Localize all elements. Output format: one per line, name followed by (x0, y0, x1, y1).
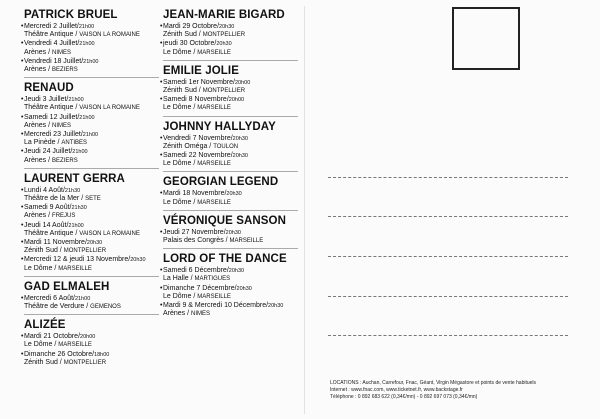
event-city: MARSEILLE (197, 105, 231, 112)
event-date: Jeudi 27 Novembre (163, 228, 224, 236)
section-separator (24, 276, 159, 277)
event-city: MARSEILLE (58, 342, 92, 349)
event-time: 20h30 (228, 268, 245, 275)
section-separator (24, 77, 159, 78)
artist-block (160, 9, 298, 57)
event-venue: Le Dôme (163, 198, 192, 206)
event-item (21, 23, 159, 39)
section-separator (163, 248, 298, 249)
bullet-icon: • (21, 131, 24, 139)
event-city: MONTPELLIER (63, 359, 107, 366)
event-venue-line: Théâtre de la Mer / SETE (24, 195, 101, 203)
event-date-line: Mercredi 23 Juillet/21h00 (24, 131, 99, 139)
event-city: TOULON (213, 143, 239, 150)
event-date: Mardi 9 & Mercredi 10 Décembre (163, 302, 267, 310)
event-date: Lundi 4 Août (24, 186, 63, 194)
event-date-line: Jeudi 14 Août/21h00 (24, 221, 84, 229)
event-date-line: Samedi 8 Novembre/20h00 (163, 96, 245, 104)
event-item (160, 190, 298, 206)
event-date: Samedi 1er Novembre (163, 78, 234, 86)
section-separator (163, 116, 298, 117)
event-time: 21h00 (68, 97, 84, 104)
footer-internet: Internet : www.fnac.com, www.ticketnet.fr, www.backstage.fr (330, 387, 463, 393)
event-time: 21h00 (79, 41, 95, 48)
event-venue: Zénith Sud (163, 31, 197, 39)
artist-name: JOHNNY HALLYDAY (163, 120, 276, 133)
event-time: 21h00 (79, 114, 95, 121)
artist-block (160, 120, 298, 169)
artist-block (160, 214, 298, 245)
event-city: MONTPELLIER (63, 248, 107, 255)
event-date: Jeudi 3 Juillet (24, 96, 67, 104)
artist-block (21, 280, 159, 311)
event-venue-line: La Pinède / ANTIBES (24, 139, 88, 147)
event-item (160, 23, 298, 39)
section-separator (163, 60, 298, 61)
event-venue-line: Le Dôme / MARSEILLE (163, 48, 231, 56)
event-venue-line: Le Dôme / MARSEILLE (163, 198, 231, 206)
bullet-icon: • (21, 186, 24, 194)
event-date-line: Mardi 18 Novembre/20h30 (163, 190, 242, 198)
artist-block (160, 176, 298, 206)
event-time: 20h30 (236, 285, 252, 292)
event-item (160, 228, 298, 245)
event-item (160, 78, 298, 95)
event-venue: Zénith Oméga (163, 142, 208, 150)
event-venue-line: Théâtre Antique / VAISON LA ROMAINE (24, 229, 140, 237)
event-date: Samedi 6 Décembre (163, 267, 227, 275)
event-date-line: Samedi 22 Novembre/20h30 (163, 152, 248, 160)
address-line (328, 335, 568, 336)
event-city: MONTPELLIER (202, 32, 246, 39)
event-date: Dimanche 26 Octobre (24, 350, 93, 358)
event-item (160, 152, 298, 168)
event-venue: Théâtre de Verdure (24, 303, 85, 311)
event-date-line: Mardi 29 Octobre/20h30 (163, 23, 235, 30)
bullet-icon: • (21, 294, 24, 302)
event-venue-line: Zénith Oméga / TOULON (163, 142, 239, 150)
event-time: 21h30 (64, 187, 81, 194)
event-city: NIMES (52, 122, 72, 129)
event-venue-line: Zénith Sud / MONTPELLIER (163, 31, 246, 39)
bullet-icon: • (160, 40, 163, 48)
bullet-icon: • (160, 23, 163, 30)
event-item (21, 186, 159, 203)
event-venue: La Halle (163, 275, 189, 283)
event-item (21, 294, 159, 311)
event-item (21, 57, 159, 74)
event-venue-line: Le Dôme / MARSEILLE (163, 104, 231, 112)
event-date: Samedi 22 Novembre (163, 152, 231, 160)
event-time: 18h00 (94, 351, 110, 358)
bullet-icon: • (160, 190, 163, 198)
event-date-line: Samedi 1er Novembre/20h00 (163, 78, 251, 86)
bullet-icon: • (160, 302, 163, 310)
event-venue-line: Palais des Congrès / MARSEILLE (163, 237, 264, 245)
bullet-icon: • (21, 221, 24, 229)
bullet-icon: • (160, 96, 163, 104)
event-venue: Zénith Sud (163, 87, 197, 95)
event-date: Mardi 11 Novembre (24, 239, 85, 247)
section-separator (24, 314, 159, 315)
bullet-icon: • (160, 284, 163, 292)
event-date-line: Dimanche 7 Décembre/20h30 (163, 284, 252, 292)
event-time: 21h00 (68, 222, 84, 229)
event-venue: Arènes (24, 212, 47, 220)
event-item (21, 333, 159, 349)
event-date: Vendredi 7 Novembre (163, 134, 231, 142)
section-separator (163, 171, 298, 172)
event-date-line: jeudi 30 Octobre/20h30 (163, 40, 232, 48)
event-time: 20h30 (268, 303, 284, 310)
bullet-icon: • (21, 40, 24, 48)
event-date: Samedi 8 Novembre (163, 96, 227, 104)
bullet-icon: • (21, 256, 24, 264)
event-date: Samedi 12 Juillet (24, 113, 78, 121)
bullet-icon: • (160, 152, 163, 160)
event-city: MARSEILLE (197, 199, 231, 206)
right-column (160, 9, 298, 321)
event-venue: Théâtre Antique (24, 104, 74, 112)
event-venue-line: Le Dôme / MARSEILLE (163, 160, 231, 168)
event-venue-line: Théâtre Antique / VAISON LA ROMAINE (24, 31, 140, 39)
event-venue-line: Arènes / NIMES (24, 48, 72, 56)
event-date-line: Lundi 4 Août/21h30 (24, 186, 81, 194)
bullet-icon: • (160, 267, 163, 275)
event-date-line: Mardi 21 Octobre/20h00 (24, 333, 96, 341)
address-line (328, 216, 568, 217)
event-city: BEZIERS (52, 157, 78, 164)
event-city: VAISON LA ROMAINE (79, 32, 140, 39)
event-city: GEMENOS (90, 304, 121, 311)
event-date-line: Mercredi 12 & jeudi 13 Novembre/20h30 (24, 256, 146, 264)
event-date-line: Dimanche 26 Octobre/18h00 (24, 350, 110, 358)
event-venue: Le Dôme (163, 160, 192, 168)
event-venue: La Pinède (24, 139, 56, 147)
section-separator (163, 210, 298, 211)
event-venue-line: Le Dôme / MARSEILLE (24, 341, 92, 349)
event-date-line: Mardi 11 Novembre/20h30 (24, 239, 103, 247)
event-venue-line: Le Dôme / MARSEILLE (24, 264, 92, 272)
artist-block (160, 253, 298, 318)
event-city: MARTIGUES (194, 276, 231, 283)
event-date-line: Vendredi 18 Juillet/21h00 (24, 57, 99, 65)
artist-block (21, 82, 159, 165)
event-city: MARSEILLE (197, 161, 231, 168)
event-venue-line: Zénith Sud / MONTPELLIER (163, 87, 246, 95)
event-date: Vendredi 4 Juillet (24, 40, 78, 48)
footer-locations: LOCATIONS : Auchan, Carrefour, Fnac, Géant, Virgin Mégastore et points de vente habituels (330, 380, 537, 386)
event-venue-line: Arènes / FREJUS (24, 212, 76, 220)
event-item (160, 96, 298, 112)
event-time: 20h00 (80, 334, 96, 341)
event-time: 20h30 (226, 191, 242, 198)
artist-name: PATRICK BRUEL (24, 9, 118, 21)
event-venue: Théâtre Antique (24, 229, 74, 237)
stamp-box (452, 7, 520, 70)
artist-name: RENAUD (24, 82, 74, 95)
event-city: VAISON LA ROMAINE (79, 105, 140, 112)
event-date: Dimanche 7 Décembre (163, 284, 235, 292)
event-date: Mercredi 12 & jeudi 13 Novembre (24, 256, 129, 264)
artist-block (21, 319, 159, 367)
event-venue: Le Dôme (163, 292, 192, 300)
bullet-icon: • (21, 148, 24, 156)
bullet-icon: • (21, 350, 24, 358)
event-date: Mardi 18 Novembre (163, 190, 225, 198)
event-time: 20h30 (130, 257, 146, 264)
artist-name: GAD ELMALEH (24, 280, 110, 293)
event-venue-line: Arènes / NIMES (24, 121, 72, 129)
bullet-icon: • (21, 113, 24, 121)
event-time: 20h00 (228, 97, 245, 104)
event-date: Samedi 9 Août (24, 204, 70, 212)
event-time: 21h30 (71, 205, 87, 212)
artist-name: ALIZÉE (24, 319, 66, 332)
footer-phone: Téléphone : 0 892 683 622 (0,34€/mn) - 0 892 697 073 (0,34€/mn) (330, 394, 478, 400)
event-date: Vendredi 18 Juillet (24, 57, 82, 65)
event-time: 20h30 (225, 229, 241, 236)
event-time: 20h30 (86, 240, 103, 247)
event-venue: Arènes (24, 121, 47, 129)
event-venue: Théâtre Antique (24, 31, 74, 39)
bullet-icon: • (160, 78, 163, 86)
event-date-line: Vendredi 4 Juillet/21h00 (24, 40, 95, 48)
event-date: jeudi 30 Octobre (163, 40, 215, 48)
event-item (21, 221, 159, 238)
artist-block (21, 9, 159, 74)
event-date: Mercredi 6 Août (24, 294, 74, 302)
event-city: BEZIERS (52, 67, 78, 74)
event-date-line: Jeudi 3 Juillet/21h00 (24, 96, 84, 104)
event-date-line: Samedi 9 Août/21h30 (24, 204, 87, 212)
event-item (21, 131, 159, 147)
address-line (328, 296, 568, 297)
event-date: Mercredi 2 Juillet (24, 23, 77, 30)
event-venue: Arènes (24, 156, 47, 164)
event-venue: Le Dôme (163, 104, 192, 112)
address-line (328, 256, 568, 257)
event-item (21, 239, 159, 255)
artist-name: JEAN-MARIE BIGARD (163, 9, 285, 21)
event-venue: Palais des Congrès (163, 237, 224, 245)
event-venue-line: Zénith Sud / MONTPELLIER (24, 358, 107, 366)
event-time: 21h00 (78, 24, 95, 30)
artist-block (160, 64, 298, 113)
event-date-line: Vendredi 7 Novembre/20h30 (163, 134, 248, 142)
event-venue: Arènes (24, 48, 47, 56)
event-date: Jeudi 24 Juillet (24, 148, 71, 156)
event-item (21, 148, 159, 164)
event-date: Mardi 21 Octobre (24, 333, 79, 341)
event-item (21, 350, 159, 367)
event-item (160, 40, 298, 56)
event-item (160, 134, 298, 151)
event-item (21, 40, 159, 56)
event-city: FREJUS (52, 213, 76, 220)
bullet-icon: • (21, 57, 24, 65)
event-time: 20h00 (234, 79, 251, 86)
event-date: Mardi 29 Octobre (163, 23, 218, 30)
event-city: VAISON LA ROMAINE (79, 230, 140, 237)
event-venue: Arènes (163, 310, 186, 318)
event-venue: Zénith Sud (24, 247, 58, 255)
event-date-line: Jeudi 27 Novembre/20h30 (163, 228, 241, 236)
artist-name: EMILIE JOLIE (163, 64, 239, 77)
artist-name: LORD OF THE DANCE (163, 253, 287, 266)
event-item (160, 284, 298, 301)
event-venue: Le Dôme (24, 264, 53, 272)
event-time: 20h30 (219, 24, 235, 30)
event-date: Jeudi 14 Août (24, 221, 67, 229)
event-venue-line: La Halle / MARTIGUES (163, 275, 231, 283)
event-item (160, 267, 298, 283)
event-venue-line: Théâtre de Verdure / GEMENOS (24, 303, 121, 311)
event-city: NIMES (52, 49, 72, 56)
event-item (21, 256, 159, 272)
event-venue-line: Théâtre Antique / VAISON LA ROMAINE (24, 104, 140, 112)
event-city: ANTIBES (61, 140, 88, 147)
event-venue-line: Arènes / BEZIERS (24, 66, 78, 74)
event-time: 20h30 (232, 135, 248, 142)
event-item (160, 302, 298, 318)
section-separator (24, 168, 159, 169)
artist-name: GEORGIAN LEGEND (163, 176, 279, 189)
event-date-line: Samedi 12 Juillet/21h00 (24, 113, 95, 121)
footer-info (330, 380, 595, 401)
event-venue: Théâtre de la Mer (24, 195, 80, 203)
event-item (21, 96, 159, 112)
event-date-line: Mercredi 6 Août/21h00 (24, 294, 91, 302)
bullet-icon: • (21, 96, 24, 104)
bullet-icon: • (21, 204, 24, 212)
event-venue-line: Zénith Sud / MONTPELLIER (24, 247, 107, 255)
event-city: NIMES (191, 311, 211, 318)
artist-name: LAURENT GERRA (24, 172, 125, 185)
bullet-icon: • (160, 134, 163, 142)
left-column (21, 9, 159, 370)
event-city: MARSEILLE (197, 49, 231, 56)
event-item (21, 204, 159, 220)
event-item (21, 113, 159, 130)
bullet-icon: • (21, 333, 24, 341)
event-date-line: Jeudi 24 Juillet/21h00 (24, 148, 88, 156)
event-venue-line: Arènes / BEZIERS (24, 156, 78, 164)
event-venue-line: Arènes / NIMES (163, 310, 211, 318)
bullet-icon: • (21, 23, 24, 30)
event-venue: Zénith Sud (24, 358, 58, 366)
event-city: MARSEILLE (197, 293, 231, 300)
event-city: MONTPELLIER (202, 88, 246, 95)
bullet-icon: • (21, 239, 24, 247)
event-time: 21h00 (74, 295, 91, 302)
event-date-line: Mardi 9 & Mercredi 10 Décembre/20h30 (163, 302, 284, 310)
event-date: Mercredi 23 Juillet (24, 131, 81, 139)
event-venue: Le Dôme (163, 48, 192, 56)
event-city: MARSEILLE (58, 265, 92, 272)
artist-block (21, 172, 159, 273)
artist-name: VÉRONIQUE SANSON (163, 214, 287, 227)
event-venue: Le Dôme (24, 341, 53, 349)
event-time: 20h30 (232, 153, 248, 160)
event-venue-line: Le Dôme / MARSEILLE (163, 292, 231, 300)
event-city: SETE (85, 196, 101, 203)
event-date-line: Samedi 6 Décembre/20h30 (163, 267, 245, 275)
event-time: 21h00 (83, 58, 99, 65)
event-venue: Arènes (24, 66, 47, 74)
bullet-icon: • (160, 228, 163, 236)
event-time: 21h00 (82, 132, 99, 139)
event-time: 20h30 (216, 41, 232, 48)
event-date-line: Mercredi 2 Juillet/21h00 (24, 23, 95, 30)
center-divider (304, 6, 305, 414)
address-line (328, 177, 568, 178)
event-city: MARSEILLE (229, 238, 264, 245)
event-time: 21h00 (72, 149, 88, 156)
